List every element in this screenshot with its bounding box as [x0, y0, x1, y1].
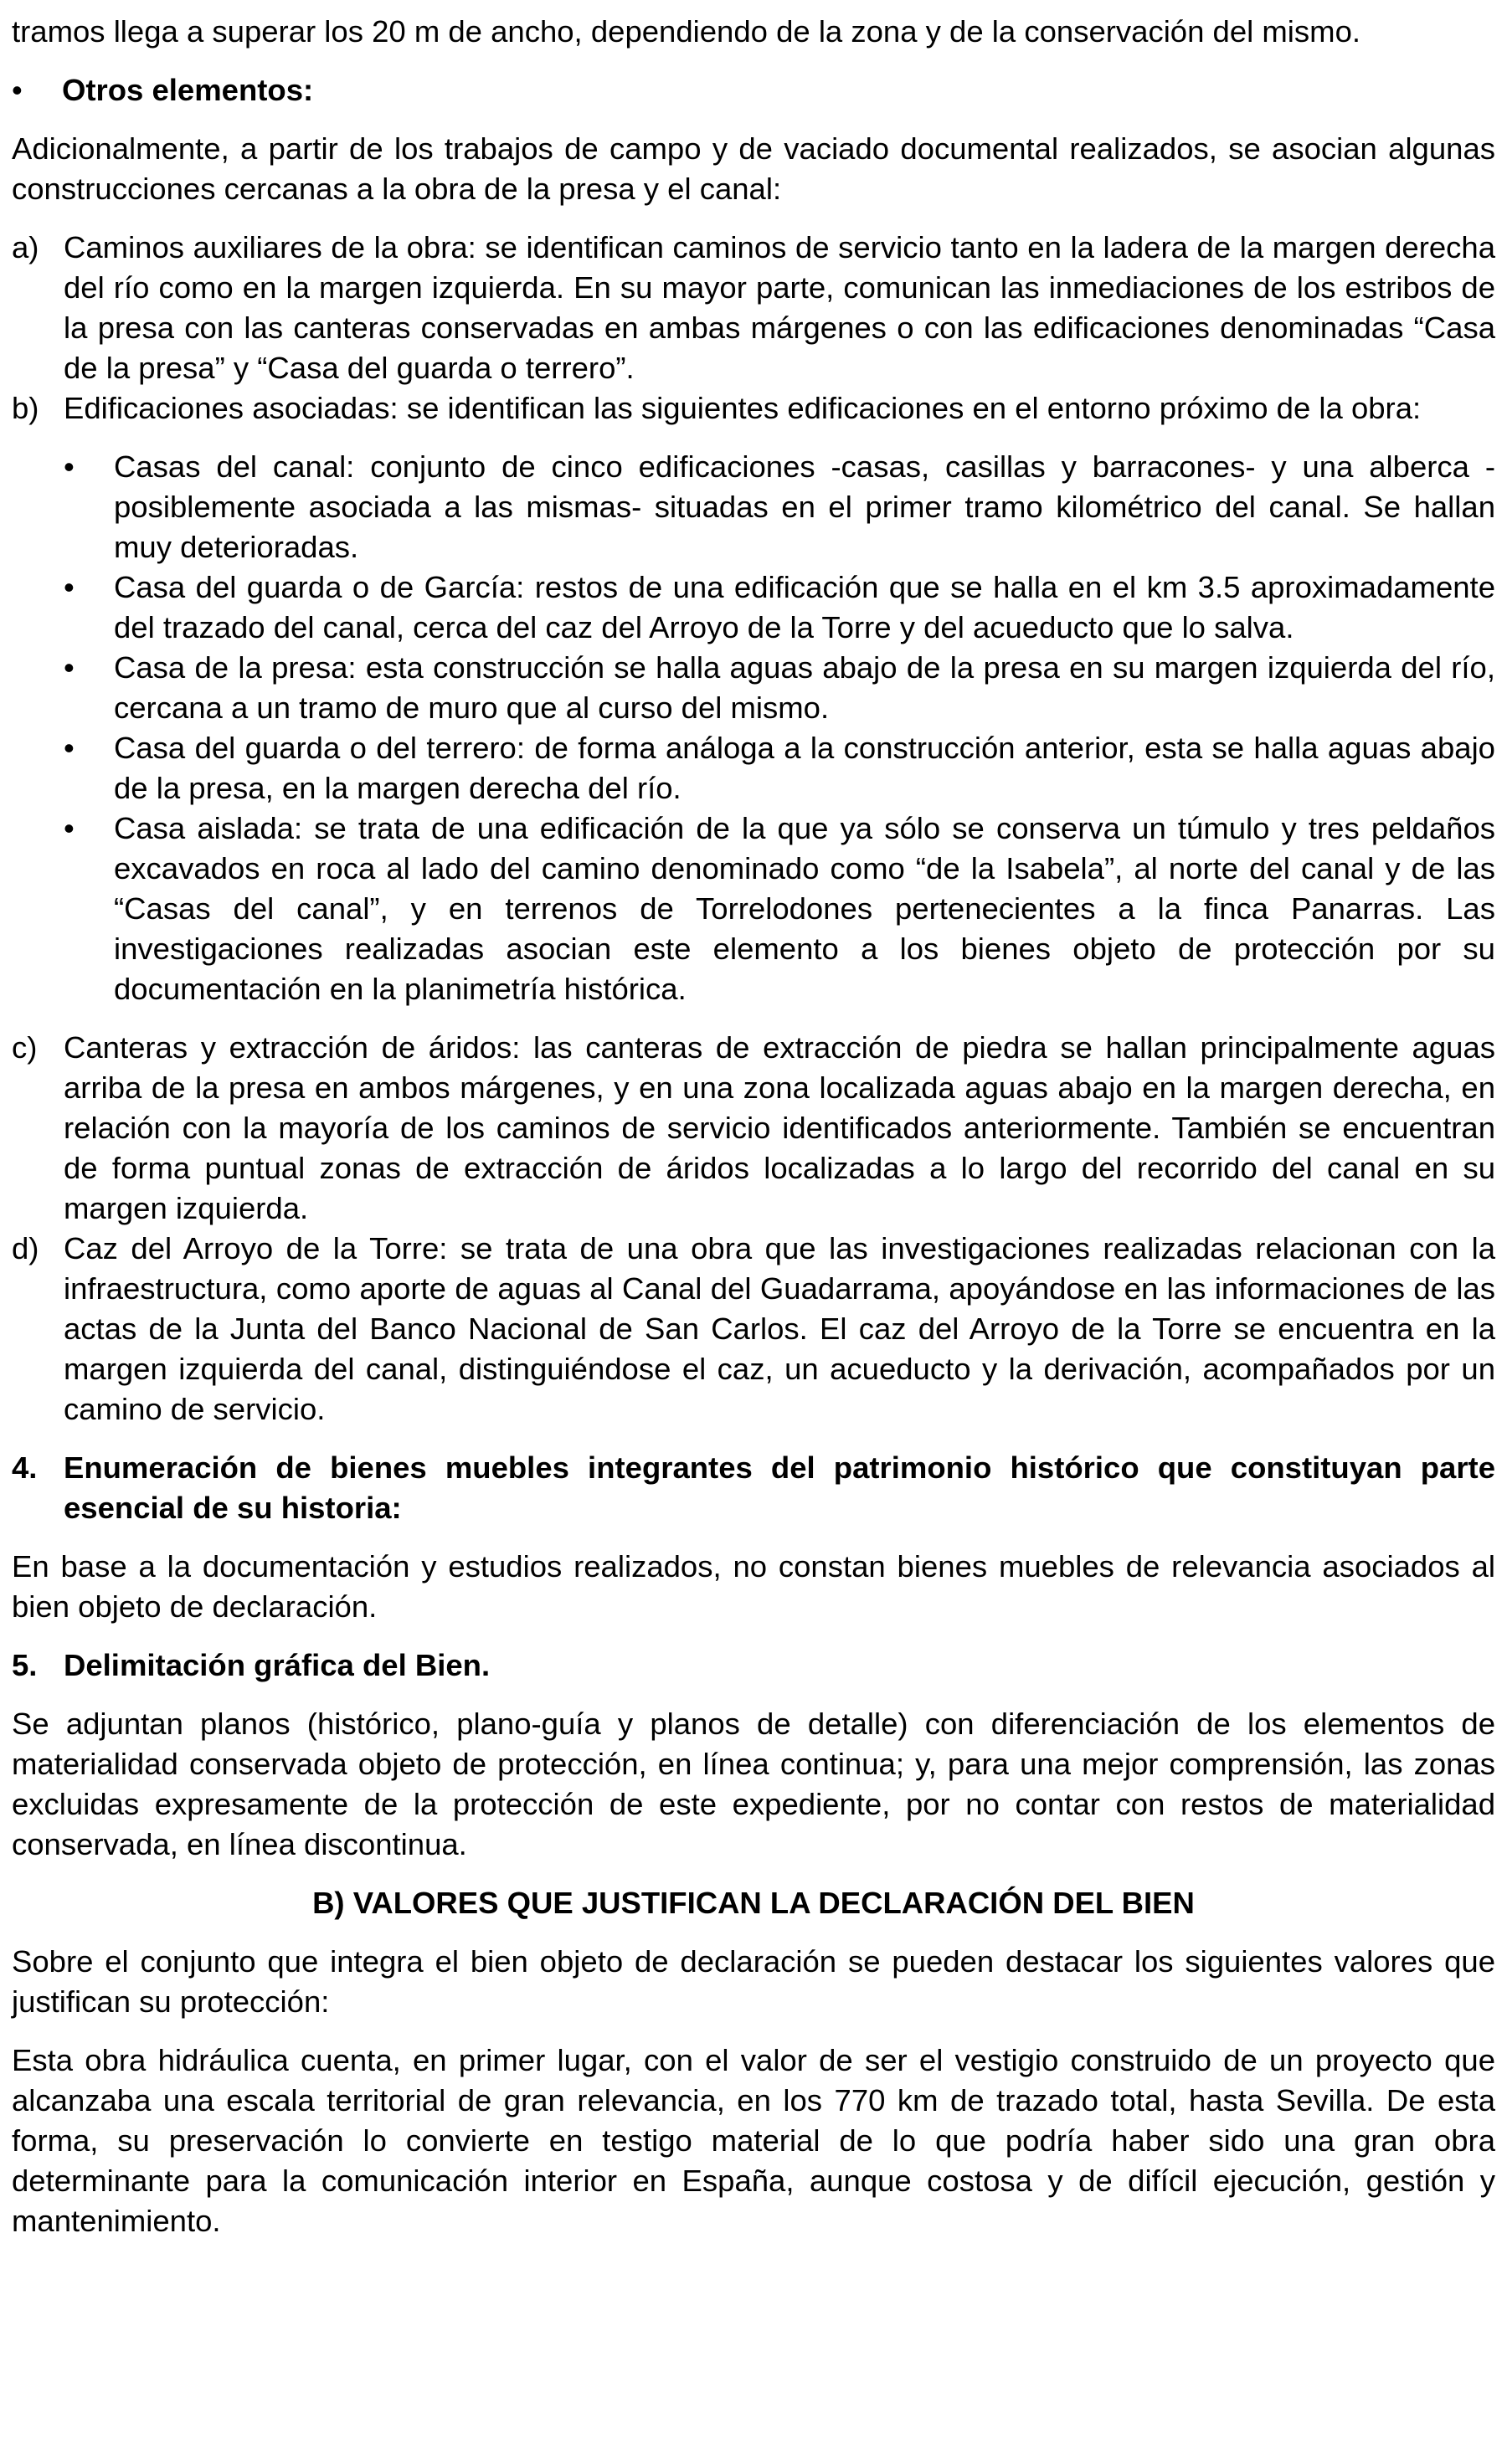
item-text: Caz del Arroyo de la Torre: se trata de una obra que las investigaciones realizadas relacionan con la infraestructura, como aporte de aguas al Canal del Guadarrama, apoyándose en las informaciones de las actas de la Junta del Banco Nacional de San Carlos. El caz del Arroyo de la Torre se encuentra en la margen izquierda del canal, distinguiéndose el caz, un acueducto y la derivación, acompañados por un camino de servicio.	[64, 1231, 1495, 1426]
item-d	[12, 1229, 1495, 1430]
section-b-title: B) VALORES QUE JUSTIFICAN LA DECLARACIÓN DEL BIEN	[312, 1886, 1195, 1920]
subitem-text: Casa del guarda o del terrero: de forma análoga a la construcción anterior, esta se halla aguas abajo de la presa, en la margen derecha del río.	[114, 731, 1495, 805]
intro-fragment: tramos llega a superar los 20 m de ancho, dependiendo de la zona y de la conservación del mismo.	[12, 14, 1361, 49]
section-heading-text: Enumeración de bienes muebles integrantes del patrimonio histórico que constituyan parte esencial de su historia:	[64, 1450, 1495, 1525]
item-text: Edificaciones asociadas: se identifican las siguientes edificaciones en el entorno próximo de la obra:	[64, 391, 1422, 425]
otros-intro: Adicionalmente, a partir de los trabajos de campo y de vaciado documental realizados, se asocian algunas construcciones cercanas a la obra de la presa y el canal:	[12, 131, 1495, 206]
item-c	[12, 1028, 1495, 1229]
subitem	[12, 567, 1495, 648]
subitem-text: Casa aislada: se trata de una edificación de la que ya sólo se conserva un túmulo y tres peldaños excavados en roca al lado del camino denominado como “de la Isabela”, al norte del canal y de las “Casas del canal”, y en terrenos de Torrelodones pertenecientes a la finca Panarras. Las investigaciones realizadas asocian este elemento a los bienes objeto de protección por su documentación en la planimetría histórica.	[114, 811, 1495, 1006]
section-number: 4.	[12, 1450, 38, 1485]
section-b-intro: Sobre el conjunto que integra el bien objeto de declaración se pueden destacar los siguientes valores que justifican su protección:	[12, 1944, 1495, 2019]
bullet-icon: •	[64, 570, 75, 604]
section-heading-text: Delimitación gráfica del Bien.	[64, 1648, 491, 1682]
section-5-text: Se adjuntan planos (histórico, plano-guía y planos de detalle) con diferenciación de los elementos de materialidad conservada objeto de protección, en línea continua; y, para una mejor comprensión, las zonas excluidas expresamente de la protección de este expediente, por no contar con restos de materialidad conservada, en línea discontinua.	[12, 1707, 1495, 1861]
section-b-text: Esta obra hidráulica cuenta, en primer lugar, con el valor de ser el vestigio construido de un proyecto que alcanzaba una escala territorial de gran relevancia, en los 770 km de trazado total, hasta Sevilla. De esta forma, su preservación lo convierte en testigo material de lo que podría haber sido una gran obra determinante para la comunicación interior en España, aunque costosa y de difícil ejecución, gestión y mantenimiento.	[12, 2043, 1495, 2238]
subitem-text: Casas del canal: conjunto de cinco edificaciones -casas, casillas y barracones- y una alberca -posiblemente asociada a las mismas- situadas en el primer tramo kilométrico del canal. Se hallan muy deterioradas.	[114, 449, 1495, 564]
section-4-heading	[12, 1448, 1495, 1528]
subitem	[12, 808, 1495, 1009]
section-5-heading	[12, 1645, 1495, 1686]
subitem-text: Casa del guarda o de García: restos de una edificación que se halla en el km 3.5 aproximadamente del trazado del canal, cerca del caz del Arroyo de la Torre y del acueducto que lo salva.	[114, 570, 1495, 644]
otros-elementos-heading	[12, 70, 1495, 110]
item-label: a)	[12, 230, 39, 264]
item-text: Canteras y extracción de áridos: las canteras de extracción de piedra se hallan principalmente aguas arriba de la presa en ambos márgenes, y en una zona localizada aguas abajo en la margen derecha, en relación con la mayoría de los caminos de servicio identificados anteriormente. También se encuentran de forma puntual zonas de extracción de áridos localizadas a lo largo del recorrido del canal en su margen izquierda.	[64, 1030, 1495, 1225]
subitem	[12, 447, 1495, 567]
subitem-text: Casa de la presa: esta construcción se halla aguas abajo de la presa en su margen izquierda del río, cercana a un tramo de muro que al curso del mismo.	[114, 650, 1495, 725]
item-label: d)	[12, 1231, 39, 1265]
bullet-icon: •	[64, 449, 75, 484]
bullet-icon: •	[64, 811, 75, 845]
bullet-icon: •	[64, 731, 75, 765]
item-label: b)	[12, 391, 39, 425]
item-text: Caminos auxiliares de la obra: se identifican caminos de servicio tanto en la ladera de la margen derecha del río como en la margen izquierda. En su mayor parte, comunican las inmediaciones de los estribos de la presa con las canteras conservadas en ambas márgenes o con las edificaciones denominadas “Casa de la presa” y “Casa del guarda o terrero”.	[64, 230, 1495, 385]
heading-text: Otros elementos:	[62, 73, 314, 107]
section-number: 5.	[12, 1648, 38, 1682]
section-4-text: En base a la documentación y estudios realizados, no constan bienes muebles de relevancia asociados al bien objeto de declaración.	[12, 1549, 1495, 1624]
bullet-icon: •	[12, 73, 23, 107]
item-label: c)	[12, 1030, 38, 1065]
subitem	[12, 648, 1495, 728]
bullet-icon: •	[64, 650, 75, 685]
subitem	[12, 728, 1495, 808]
item-a	[12, 228, 1495, 388]
item-b	[12, 388, 1495, 429]
